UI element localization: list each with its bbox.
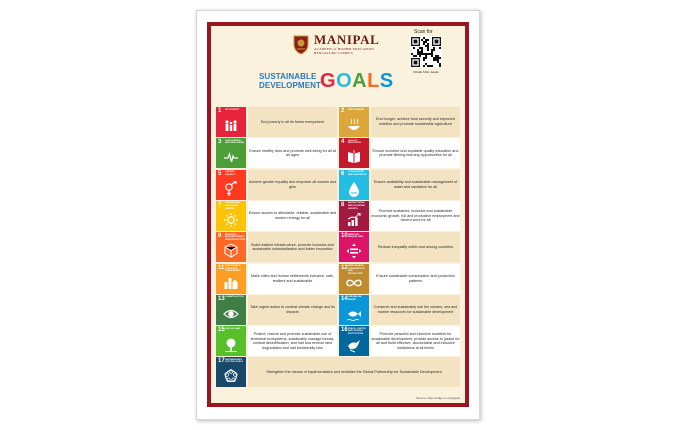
goal-tile-label: PARTNERSHIPS FOR THE GOALS [225,358,243,364]
goals-row [216,232,461,262]
goal-cell-8 [339,201,461,231]
sun-icon [223,212,239,228]
goals-row [216,295,461,325]
goal-number: 9 [218,233,222,240]
goal-tile-label: SUSTAINABLE CITIES AND COMMUNITIES [225,265,241,273]
family-icon [223,118,239,134]
goal-cell-6 [339,170,461,200]
goal-number: 16 [341,327,348,334]
goal-tile-label: AFFORDABLE AND CLEAN ENERGY [225,202,241,210]
brand-name: MANIPAL [314,32,380,47]
goals-letter: G [320,70,337,92]
equality-icon [346,243,362,259]
brand-subtitle: ACADEMY of HIGHER EDUCATION [314,47,374,51]
goals-row [216,138,461,168]
tree-icon [223,337,239,353]
fish-icon [346,306,362,322]
goal-tile-16 [339,326,369,356]
goal-tile-label: REDUCED INEQUALITIES [348,233,364,239]
title-line-2: DEVELOPMENT [259,81,321,90]
goal-cell-14 [339,295,461,325]
goal-tile-1 [216,107,246,137]
goals-row [216,170,461,200]
growth-chart-icon [346,212,362,228]
goals-row [216,326,461,356]
goal-number: 17 [218,358,225,365]
title-goals-word [320,70,394,93]
goal-description: Promote sustained, inclusive and sustainable economic growth, full and productive employment and decent work for all [371,201,460,231]
goal-number: 14 [341,295,348,302]
goal-tile-label: LIFE BELOW WATER [348,296,362,301]
goal-cell-1 [216,107,338,137]
manipal-crest-icon [291,33,311,55]
goal-description: End hunger, achieve food security and improved nutrition and promote sustainable agriculture [371,107,460,137]
goal-number: 2 [341,108,345,114]
eye-globe-icon [223,306,239,322]
goal-description: Take urgent action to combat climate change and its impacts [248,295,337,325]
goal-tile-15 [216,326,246,356]
goal-tile-label: QUALITY EDUCATION [348,139,361,145]
goal-cell-7 [216,201,338,231]
goal-cell-12 [339,264,461,294]
goal-number: 4 [341,139,345,146]
goal-cell-10 [339,232,461,262]
sdg-poster [196,10,480,420]
goal-description: Achieve gender equality and empower all women and girls [248,170,337,200]
goal-tile-label: NO POVERTY [225,108,240,111]
goal-number: 1 [218,108,222,114]
goal-tile-2 [339,107,369,137]
heartbeat-icon [223,149,239,165]
goal-tile-7 [216,201,246,231]
goal-cell-2 [339,107,461,137]
goals-row [216,357,461,387]
scan-label: Scan for [414,29,433,35]
goals-row [216,201,461,231]
goal-tile-label: CLIMATE ACTION [225,296,244,299]
goal-tile-label: INDUSTRY, INNOVATION AND INFRASTRUCTURE [225,233,246,241]
goal-description: Ensure access to affordable, reliable, sustainable and modern energy for all [248,201,337,231]
goal-tile-4 [339,138,369,168]
goal-cell-15 [216,326,338,356]
goal-description: Strengthen the means of implementation and revitalize the Global Partnership for Sustainable Development [248,357,460,387]
goal-cell-4 [339,138,461,168]
infinity-icon [346,275,362,291]
goal-description: End poverty in all its forms everywhere [248,107,337,137]
goal-tile-label: ZERO HUNGER [348,108,365,111]
brand-campus: BENGALURU CAMPUS [314,51,353,55]
goal-cell-9 [216,232,338,262]
goal-tile-3 [216,138,246,168]
goal-number: 8 [341,201,345,208]
goal-number: 12 [341,264,348,271]
goal-tile-10 [339,232,369,262]
goal-number: 11 [218,264,225,271]
goal-description: Promote peaceful and inclusive societies for sustainable development, provide access to justice for all and build effective, accountable and inclusive institutions at all levels [371,326,460,356]
goals-letter: A [352,70,368,92]
goal-tile-label: LIFE ON LAND [225,327,241,330]
goal-description: Conserve and sustainably use the oceans, sea and marine resources for sustainable development [371,295,460,325]
goal-number: 5 [218,170,222,177]
cubes-icon [223,243,239,259]
water-drop-icon [346,181,362,197]
city-icon [223,275,239,291]
goal-cell-5 [216,170,338,200]
title-line-1: SUSTAINABLE [259,72,317,81]
goal-tile-17 [216,357,246,387]
goal-tile-label: PEACE, JUSTICE AND STRONG INSTITUTIONS [348,327,366,335]
goal-tile-label: GENDER EQUALITY [225,171,237,176]
goal-tile-5 [216,170,246,200]
goal-description: Protect, restore and promote sustainable use of terrestrial ecosystems, sustainably manage forests, combat desertification, and halt and reverse land degradation and halt biodiversity loss [248,326,337,356]
goal-description: Build resilient infrastructure, promote inclusive and sustainable industrialization and foster innovation [248,232,337,262]
goal-tile-6 [339,170,369,200]
goal-description: Make cities and human settlements inclusive, safe, resilient and sustainable [248,264,337,294]
qr-code-icon[interactable] [410,36,442,68]
goal-number: 7 [218,201,222,208]
goal-description: Ensure inclusive and equitable quality education and promote lifelong learning opportunities for all [371,138,460,168]
goal-tile-12 [339,264,369,294]
goal-number: 15 [218,327,225,334]
goals-row [216,264,461,294]
goal-description: Ensure availability and sustainable management of water and sanitation for all [371,170,460,200]
dove-icon [346,337,362,353]
goal-number: 10 [341,233,348,240]
poster-header [211,26,465,106]
goal-cell-13 [216,295,338,325]
goal-tile-13 [216,295,246,325]
goal-number: 6 [341,170,345,177]
partnership-ring-icon [223,368,239,384]
goal-tile-8 [339,201,369,231]
goal-tile-11 [216,264,246,294]
manipal-logo [291,32,403,62]
goal-tile-label: CLEAN WATER AND SANITATION [348,171,367,176]
goal-description: Ensure healthy lives and promote well-being for all at all ages [248,138,337,168]
goal-tile-label: DECENT WORK AND ECONOMIC GROWTH [348,202,366,210]
goal-tile-14 [339,295,369,325]
goal-number: 13 [218,295,225,302]
goal-tile-9 [216,232,246,262]
goal-description: Ensure sustainable consumption and production patterns [371,264,460,294]
goal-description: Reduce inequality within and among countries [371,232,460,262]
goals-row [216,107,461,137]
book-icon [346,149,362,165]
goal-cell-11 [216,264,338,294]
poster-content [211,26,465,403]
source-note: Source: https://sdgs.un.org/goals [416,396,460,400]
goals-letter: L [367,70,380,92]
gender-icon [223,181,239,197]
qr-caption: MAHE SDG details [413,70,439,74]
goals-letter: O [336,70,353,92]
sdg-title [259,72,409,102]
goal-tile-label: GOOD HEALTH AND WELL-BEING [225,139,245,145]
goal-tile-label: RESPONSIBLE CONSUMPTION AND PRODUCTION [348,265,365,275]
goal-cell-3 [216,138,338,168]
bowl-icon [346,118,362,134]
poster-frame [207,22,469,407]
goals-letter: S [379,70,394,92]
goal-cell-17 [216,357,461,387]
goal-cell-16 [339,326,461,356]
goal-number: 3 [218,139,222,146]
